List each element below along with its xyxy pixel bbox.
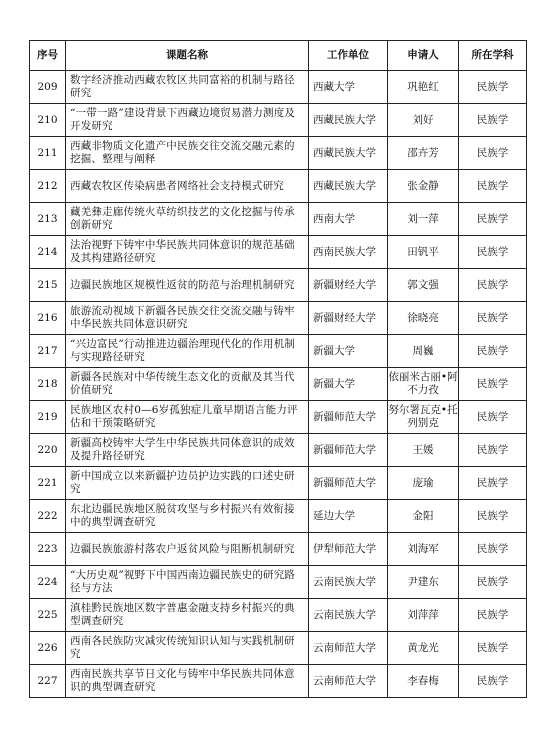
cell-subject: 民族学 — [459, 500, 527, 533]
table-row — [30, 401, 527, 434]
cell-unit: 新疆大学 — [309, 335, 388, 368]
cell-subject: 民族学 — [459, 566, 527, 599]
cell-subject: 民族学 — [459, 665, 527, 698]
table-row — [30, 368, 527, 401]
cell-applicant: 刘好 — [388, 104, 459, 137]
cell-topic: 西藏农牧区传染病患者网络社会支持模式研究 — [66, 170, 309, 203]
cell-serial: 216 — [30, 302, 66, 335]
cell-applicant: 刘海军 — [388, 533, 459, 566]
table-row — [30, 434, 527, 467]
cell-serial: 219 — [30, 401, 66, 434]
cell-serial: 222 — [30, 500, 66, 533]
cell-serial: 213 — [30, 203, 66, 236]
cell-unit: 新疆师范大学 — [309, 467, 388, 500]
cell-unit: 云南师范大学 — [309, 632, 388, 665]
table-row — [30, 566, 527, 599]
cell-topic: 新疆高校铸牢大学生中华民族共同体意识的成效及提升路径研究 — [66, 434, 309, 467]
cell-subject: 民族学 — [459, 434, 527, 467]
cell-topic: 新中国成立以来新疆护边员护边实践的口述史研究 — [66, 467, 309, 500]
cell-serial: 209 — [30, 71, 66, 104]
table-row — [30, 236, 527, 269]
cell-applicant: 郭文强 — [388, 269, 459, 302]
cell-unit: 延边大学 — [309, 500, 388, 533]
cell-unit: 西藏大学 — [309, 71, 388, 104]
table-row — [30, 269, 527, 302]
table-row — [30, 104, 527, 137]
cell-subject: 民族学 — [459, 137, 527, 170]
table-row — [30, 533, 527, 566]
cell-applicant: 田钒平 — [388, 236, 459, 269]
cell-topic: 数字经济推动西藏农牧区共同富裕的机制与路径研究 — [66, 71, 309, 104]
cell-serial: 218 — [30, 368, 66, 401]
cell-serial: 210 — [30, 104, 66, 137]
table-row — [30, 71, 527, 104]
cell-serial: 225 — [30, 599, 66, 632]
table-row — [30, 665, 527, 698]
cell-serial: 226 — [30, 632, 66, 665]
cell-unit: 西南民族大学 — [309, 236, 388, 269]
cell-applicant: 李春梅 — [388, 665, 459, 698]
cell-subject: 民族学 — [459, 401, 527, 434]
table-row — [30, 632, 527, 665]
header-topic: 课题名称 — [66, 41, 309, 71]
cell-unit: 西藏民族大学 — [309, 170, 388, 203]
header-serial: 序号 — [30, 41, 66, 71]
table-row — [30, 467, 527, 500]
cell-unit: 云南师范大学 — [309, 665, 388, 698]
cell-subject: 民族学 — [459, 335, 527, 368]
cell-unit: 伊犁师范大学 — [309, 533, 388, 566]
cell-topic: 法治视野下铸牢中华民族共同体意识的规范基础及其构建路径研究 — [66, 236, 309, 269]
cell-subject: 民族学 — [459, 368, 527, 401]
cell-serial: 217 — [30, 335, 66, 368]
cell-subject: 民族学 — [459, 236, 527, 269]
cell-applicant: 邵卉芳 — [388, 137, 459, 170]
cell-applicant: 王媛 — [388, 434, 459, 467]
cell-applicant: 刘萍萍 — [388, 599, 459, 632]
cell-subject: 民族学 — [459, 104, 527, 137]
header-subject: 所在学科 — [459, 41, 527, 71]
cell-subject: 民族学 — [459, 467, 527, 500]
cell-applicant: 尹建东 — [388, 566, 459, 599]
cell-serial: 224 — [30, 566, 66, 599]
cell-subject: 民族学 — [459, 302, 527, 335]
cell-subject: 民族学 — [459, 170, 527, 203]
cell-unit: 西藏民族大学 — [309, 137, 388, 170]
cell-serial: 215 — [30, 269, 66, 302]
cell-serial: 214 — [30, 236, 66, 269]
cell-unit: 云南民族大学 — [309, 566, 388, 599]
cell-topic: 新疆各民族对中华传统生态文化的贡献及其当代价值研究 — [66, 368, 309, 401]
cell-applicant: 金阳 — [388, 500, 459, 533]
cell-topic: 边疆民族地区规模性返贫的防范与治理机制研究 — [66, 269, 309, 302]
cell-topic: “一带一路”建设背景下西藏边境贸易潜力测度及开发研究 — [66, 104, 309, 137]
cell-applicant: 巩艳红 — [388, 71, 459, 104]
cell-applicant: 刘一萍 — [388, 203, 459, 236]
cell-topic: 民族地区农村0—6岁孤独症儿童早期语言能力评估和干预策略研究 — [66, 401, 309, 434]
cell-topic: “兴边富民”行动推进边疆治理现代化的作用机制与实现路径研究 — [66, 335, 309, 368]
cell-topic: 东北边疆民族地区脱贫攻坚与乡村振兴有效衔接中的典型调查研究 — [66, 500, 309, 533]
cell-topic: 西南民族共享节日文化与铸牢中华民族共同体意识的典型调查研究 — [66, 665, 309, 698]
cell-unit: 新疆师范大学 — [309, 434, 388, 467]
table-row — [30, 335, 527, 368]
cell-unit: 西藏民族大学 — [309, 104, 388, 137]
cell-unit: 新疆财经大学 — [309, 269, 388, 302]
cell-applicant: 张金静 — [388, 170, 459, 203]
cell-applicant: 周巍 — [388, 335, 459, 368]
cell-unit: 新疆大学 — [309, 368, 388, 401]
cell-subject: 民族学 — [459, 71, 527, 104]
cell-unit: 新疆师范大学 — [309, 401, 388, 434]
cell-topic: 西藏非物质文化遗产中民族交往交流交融元素的挖掘、整理与阐释 — [66, 137, 309, 170]
table-header-row — [30, 41, 527, 71]
table-row — [30, 203, 527, 236]
cell-subject: 民族学 — [459, 533, 527, 566]
cell-unit: 西南大学 — [309, 203, 388, 236]
project-table — [29, 40, 527, 698]
table-row — [30, 500, 527, 533]
cell-topic: 藏羌彝走廊传统火草纺织技艺的文化挖掘与传承创新研究 — [66, 203, 309, 236]
cell-topic: 旅游流动视域下新疆各民族交往交流交融与铸牢中华民族共同体意识研究 — [66, 302, 309, 335]
table-row — [30, 599, 527, 632]
cell-serial: 223 — [30, 533, 66, 566]
cell-topic: 滇桂黔民族地区数字普惠金融支持乡村振兴的典型调查研究 — [66, 599, 309, 632]
cell-topic: “大历史观”视野下中国西南边疆民族史的研究路径与方法 — [66, 566, 309, 599]
cell-applicant: 庞瑜 — [388, 467, 459, 500]
cell-subject: 民族学 — [459, 599, 527, 632]
cell-applicant: 黄龙光 — [388, 632, 459, 665]
header-unit: 工作单位 — [309, 41, 388, 71]
cell-topic: 边疆民族旅游村落农户返贫风险与阻断机制研究 — [66, 533, 309, 566]
cell-serial: 220 — [30, 434, 66, 467]
cell-serial: 227 — [30, 665, 66, 698]
table-row — [30, 302, 527, 335]
cell-serial: 212 — [30, 170, 66, 203]
cell-topic: 西南各民族防灾减灾传统知识认知与实践机制研究 — [66, 632, 309, 665]
cell-serial: 211 — [30, 137, 66, 170]
cell-unit: 新疆财经大学 — [309, 302, 388, 335]
table-row — [30, 170, 527, 203]
cell-applicant: 徐晓亮 — [388, 302, 459, 335]
cell-subject: 民族学 — [459, 203, 527, 236]
cell-applicant: 依丽米古丽•阿不力孜 — [388, 368, 459, 401]
header-applicant: 申请人 — [388, 41, 459, 71]
table-row — [30, 137, 527, 170]
cell-applicant: 努尔署瓦克•托列别克 — [388, 401, 459, 434]
cell-subject: 民族学 — [459, 632, 527, 665]
cell-subject: 民族学 — [459, 269, 527, 302]
cell-unit: 云南民族大学 — [309, 599, 388, 632]
cell-serial: 221 — [30, 467, 66, 500]
